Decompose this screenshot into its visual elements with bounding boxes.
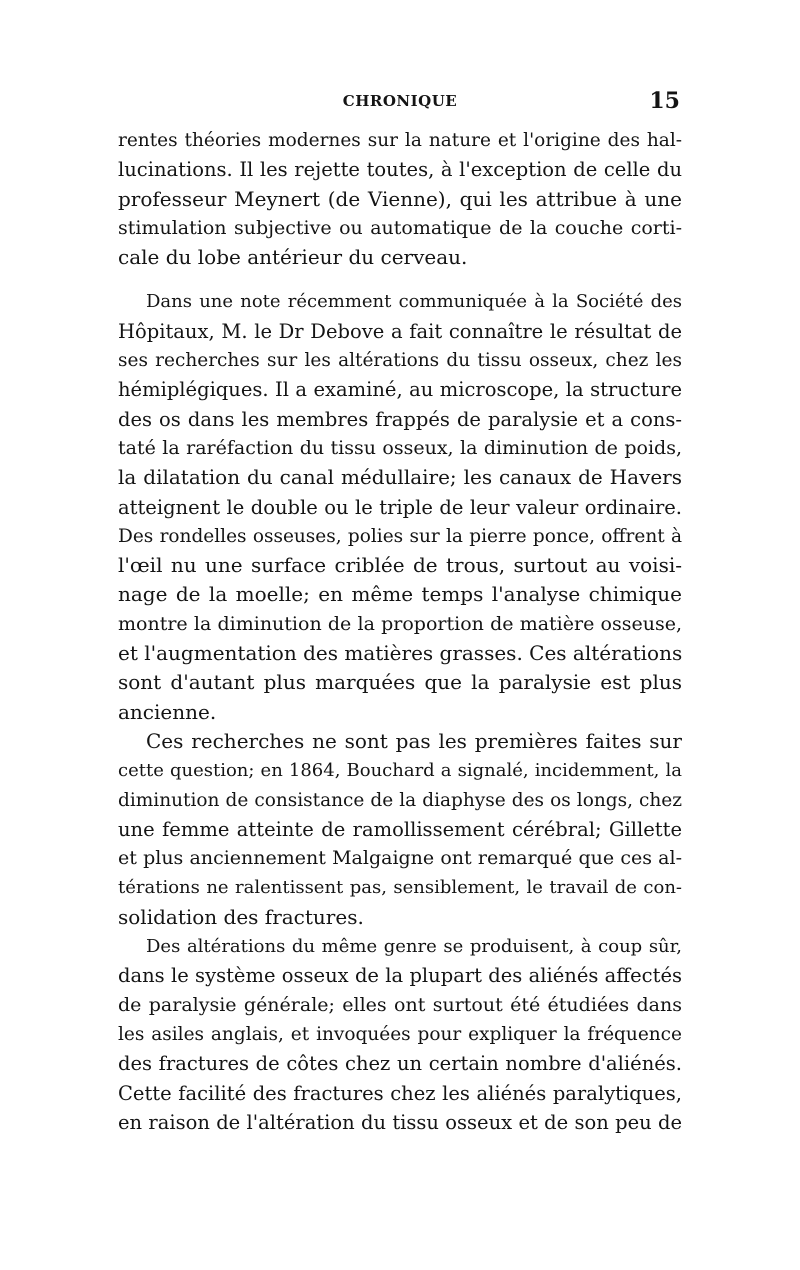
text-line: lucinations. Il les rejette toutes, à l'exception de celle du [118,158,682,182]
text-line: Ces recherches ne sont pas les premières faites sur [146,728,682,753]
text-line: montre la diminution de la proportion de matière osseuse, [118,612,682,635]
text-line: diminution de consistance de la diaphyse des os longs, chez [118,789,682,811]
text-line: de paralysie générale; elles ont surtout été étudiées dans [118,993,682,1016]
text-line: Cette facilité des fractures chez les aliénés paralytiques, [118,1081,682,1105]
paragraph [118,287,682,726]
text-line: cette question; en 1864, Bouchard a signalé, incidemment, la [118,760,682,782]
text-line: et plus anciennement Malgaigne ont remarqué que ces al- [118,847,682,870]
text-line: Hôpitaux, M. le Dr Debove a fait connaître le résultat de [118,319,682,343]
text-line: une femme atteinte de ramollissement cérébral; Gillette [118,817,682,841]
text-line: taté la raréfaction du tissu osseux, la diminution de poids, [118,436,682,459]
paragraph [118,932,682,1137]
text-line: des os dans les membres frappés de paralysie et a cons- [118,407,682,431]
text-line: en raison de l'altération du tissu osseux et de son peu de [118,1110,682,1134]
text-line: cale du lobe antérieur du cerveau. [118,245,468,270]
text-line: ancienne. [118,699,217,724]
text-line: dans le système osseux de la plupart des aliénés affectés [118,964,682,988]
text-line: professeur Meynert (de Vienne), qui les attribue à une [118,186,682,211]
text-line: la dilatation du canal médullaire; les canaux de Havers [118,465,682,490]
text-line: solidation des fractures. [118,904,364,929]
page-number: 15 [649,88,680,114]
text-line: des fractures de côtes chez un certain nombre d'aliénés. [118,1052,682,1076]
text-line: stimulation subjective ou automatique de la couche corti- [118,216,682,239]
text-line: hémiplégiques. Il a examiné, au microscope, la structure [118,378,682,402]
paragraph [118,126,682,272]
text-line: ses recherches sur les altérations du tissu osseux, chez les [118,350,682,372]
text-line: Dans une note récemment communiquée à la Société des [146,291,682,313]
paragraph-gap [118,272,682,287]
page-header [118,88,682,118]
text-line: rentes théories modernes sur la nature et l'origine des hal- [118,130,682,151]
running-head: CHRONIQUE [342,92,458,110]
text-line: térations ne ralentissent pas, sensiblement, le travail de con- [118,877,682,899]
text-line: Des altérations du même genre se produisent, à coup sûr, [146,936,682,958]
body-text [118,126,682,1137]
text-line: sont d'autant plus marquées que la paralysie est plus [118,670,682,695]
text-line: nage de la moelle; en même temps l'analyse chimique [118,582,682,607]
text-line: et l'augmentation des matières grasses. Ces altérations [118,641,683,666]
text-line: atteignent le double ou le triple de leur valeur ordinaire. [118,495,682,519]
text-line: Des rondelles osseuses, polies sur la pierre ponce, offrent à [118,525,682,547]
text-line: l'œil nu une surface criblée de trous, surtout au voisi- [118,553,682,578]
paragraph [118,727,682,932]
text-line: les asiles anglais, et invoquées pour expliquer la fréquence [118,1023,682,1045]
